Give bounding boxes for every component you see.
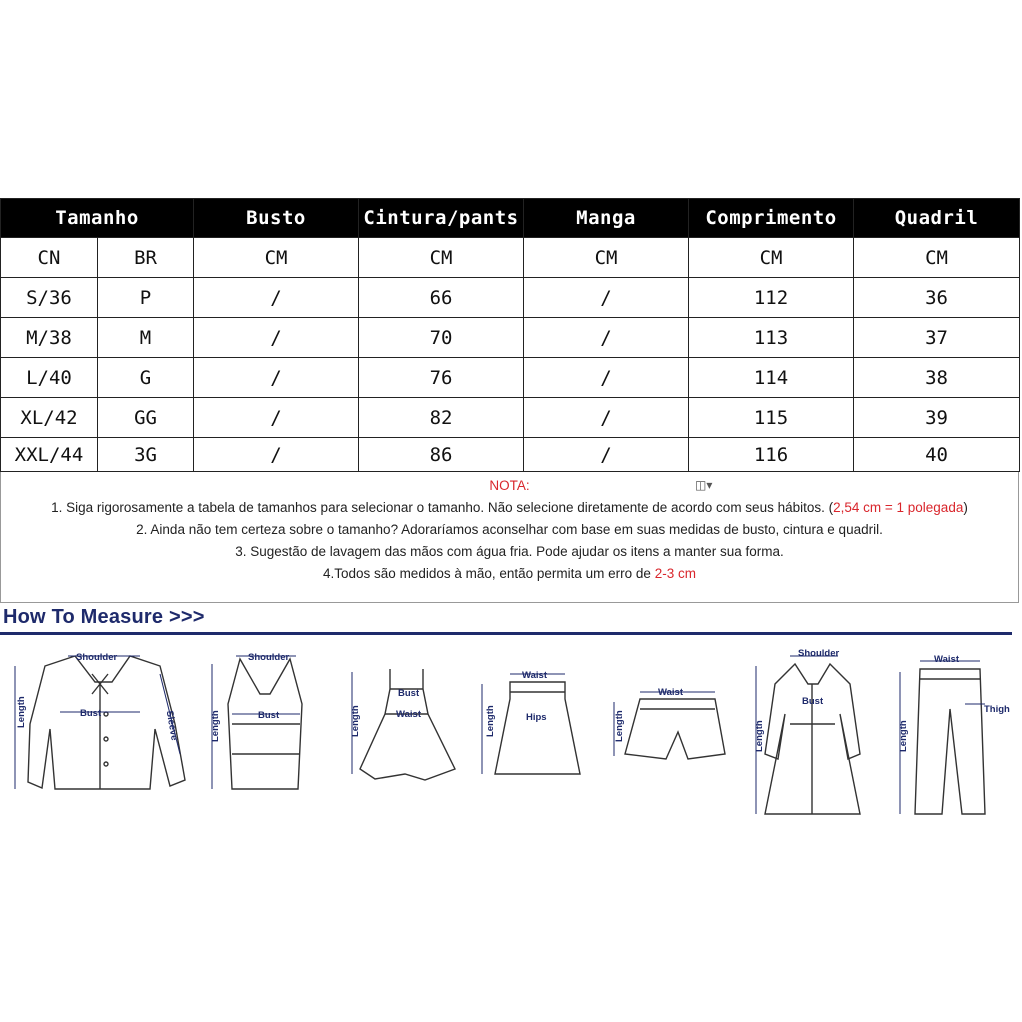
table-cell: XL/42 bbox=[1, 398, 98, 438]
bust-label: Bust bbox=[802, 696, 824, 707]
table-cell: / bbox=[194, 438, 359, 472]
table-cell: L/40 bbox=[1, 358, 98, 398]
table-cell: / bbox=[524, 278, 689, 318]
length-label: Length bbox=[754, 720, 765, 752]
table-cell: 86 bbox=[359, 438, 524, 472]
unit-cell: CN bbox=[1, 238, 98, 278]
table-cell: P bbox=[98, 278, 194, 318]
header-tamanho: Tamanho bbox=[1, 199, 194, 238]
table-cell: 70 bbox=[359, 318, 524, 358]
table-cell: 3G bbox=[98, 438, 194, 472]
length-label: Length bbox=[485, 705, 496, 737]
table-cell: XXL/44 bbox=[1, 438, 98, 472]
header-busto: Busto bbox=[194, 199, 359, 238]
header-cintura: Cintura/pants bbox=[359, 199, 524, 238]
table-cell: S/36 bbox=[1, 278, 98, 318]
blouse-illustration bbox=[15, 652, 185, 789]
length-label: Length bbox=[614, 710, 625, 742]
paste-options-icon[interactable]: ◫▾ bbox=[695, 478, 713, 492]
table-cell: / bbox=[194, 278, 359, 318]
shoulder-label: Shoulder bbox=[798, 648, 840, 659]
vest-illustration bbox=[210, 652, 302, 789]
shorts-illustration bbox=[614, 687, 725, 759]
table-cell: / bbox=[194, 358, 359, 398]
table-cell: 116 bbox=[689, 438, 854, 472]
table-cell: G bbox=[98, 358, 194, 398]
note-line-1-end: ) bbox=[963, 500, 968, 515]
table-cell: M/38 bbox=[1, 318, 98, 358]
waist-label: Waist bbox=[522, 670, 547, 681]
notes-box bbox=[0, 472, 1019, 603]
note-line-3: 3. Sugestão de lavagem das mãos com água fria. Pode ajudar os itens a manter sua forma. bbox=[235, 544, 784, 559]
note-line-1-text: 1. Siga rigorosamente a tabela de tamanhos para selecionar o tamanho. Não selecione diretamente de acordo com seus hábitos. ( bbox=[51, 500, 834, 515]
table-cell: 39 bbox=[854, 398, 1020, 438]
waist-label: Waist bbox=[658, 687, 683, 698]
garment-illustrations bbox=[0, 604, 1022, 824]
unit-cell: CM bbox=[689, 238, 854, 278]
waist-label: Waist bbox=[396, 709, 421, 720]
length-label: Length bbox=[210, 710, 221, 742]
table-cell: 38 bbox=[854, 358, 1020, 398]
note-line-4 bbox=[1, 566, 1018, 581]
table-row bbox=[1, 438, 1020, 472]
how-to-measure-title: How To Measure >>> bbox=[3, 606, 205, 628]
note-line-1-highlight: 2,54 cm = 1 polegada bbox=[833, 500, 964, 515]
table-row bbox=[1, 318, 1020, 358]
skirt-illustration bbox=[482, 670, 580, 774]
unit-cell: CM bbox=[524, 238, 689, 278]
table-cell: 37 bbox=[854, 318, 1020, 358]
size-chart bbox=[0, 198, 1019, 603]
unit-cell: CM bbox=[854, 238, 1020, 278]
header-row bbox=[1, 199, 1020, 238]
unit-cell: CM bbox=[194, 238, 359, 278]
unit-cell: BR bbox=[98, 238, 194, 278]
how-to-measure bbox=[0, 604, 1022, 824]
table-cell: / bbox=[524, 318, 689, 358]
table-cell: M bbox=[98, 318, 194, 358]
header-comprimento: Comprimento bbox=[689, 199, 854, 238]
waist-label: Waist bbox=[934, 654, 959, 665]
table-cell: 113 bbox=[689, 318, 854, 358]
table-cell: GG bbox=[98, 398, 194, 438]
table-cell: 76 bbox=[359, 358, 524, 398]
table-cell: / bbox=[524, 398, 689, 438]
hips-label: Hips bbox=[526, 712, 547, 723]
unit-row bbox=[1, 238, 1020, 278]
coat-illustration bbox=[754, 648, 860, 814]
table-cell: / bbox=[524, 438, 689, 472]
table-cell: 112 bbox=[689, 278, 854, 318]
length-label: Length bbox=[898, 720, 909, 752]
table-cell: 82 bbox=[359, 398, 524, 438]
length-label: Length bbox=[350, 705, 361, 737]
header-quadril: Quadril bbox=[854, 199, 1020, 238]
table-row bbox=[1, 398, 1020, 438]
unit-cell: CM bbox=[359, 238, 524, 278]
table-cell: / bbox=[524, 358, 689, 398]
thigh-label: Thigh bbox=[984, 704, 1010, 715]
bust-label: Bust bbox=[258, 710, 280, 721]
header-manga: Manga bbox=[524, 199, 689, 238]
table-cell: / bbox=[194, 398, 359, 438]
table-cell: 40 bbox=[854, 438, 1020, 472]
notes-title: NOTA: bbox=[489, 478, 530, 493]
shoulder-label: Shoulder bbox=[76, 652, 118, 663]
table-cell: 36 bbox=[854, 278, 1020, 318]
table-row bbox=[1, 278, 1020, 318]
pants-illustration bbox=[898, 654, 1010, 814]
table-cell: 114 bbox=[689, 358, 854, 398]
note-line-4-highlight: 2-3 cm bbox=[654, 566, 696, 581]
bust-label: Bust bbox=[80, 708, 102, 719]
size-table bbox=[0, 198, 1020, 472]
bust-label: Bust bbox=[398, 688, 420, 699]
table-cell: 115 bbox=[689, 398, 854, 438]
dress-illustration bbox=[350, 669, 455, 780]
table-cell: 66 bbox=[359, 278, 524, 318]
sleeve-label: Sleeve bbox=[163, 709, 180, 742]
table-cell: / bbox=[194, 318, 359, 358]
note-line-4-text: 4.Todos são medidos à mão, então permita um erro de bbox=[323, 566, 655, 581]
note-line-1 bbox=[1, 500, 1018, 515]
table-row bbox=[1, 358, 1020, 398]
shoulder-label: Shoulder bbox=[248, 652, 290, 663]
note-line-2: 2. Ainda não tem certeza sobre o tamanho? Adoraríamos aconselhar com base em suas medidas de busto, cintura e quadril. bbox=[136, 522, 883, 537]
length-label: Length bbox=[16, 696, 27, 728]
